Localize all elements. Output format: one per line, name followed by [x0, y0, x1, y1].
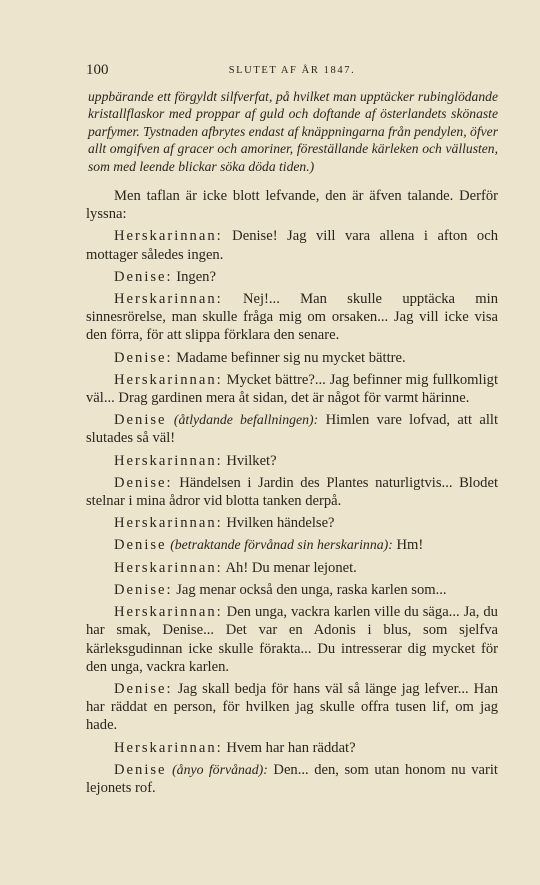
- dialogue-paragraph: [86, 603, 498, 676]
- page-body: [86, 88, 498, 797]
- page-number: 100: [86, 62, 109, 78]
- dialogue-paragraph: [86, 680, 498, 735]
- dialogue-paragraph: [86, 514, 498, 532]
- dialogue-paragraph: [86, 187, 498, 223]
- dialogue-paragraph: [86, 761, 498, 797]
- spoken-text: Händelsen i Jardin des Plantes naturligtvis... Blodet stelnar i mina ådror vid blotta tanken derpå.: [86, 474, 498, 510]
- speaker-name: Herskarinnan:: [114, 739, 223, 756]
- stage-note: (åtlydande befallningen):: [173, 412, 319, 428]
- dialogue-paragraph: [86, 268, 498, 286]
- page-header: [86, 62, 498, 82]
- spoken-text: Ingen?: [176, 268, 216, 285]
- spoken-text: Men taflan är icke blott lefvande, den är äfven talande. Derför lyssna:: [86, 188, 498, 223]
- speaker-name: Denise: [114, 761, 167, 778]
- dialogue-paragraph: [86, 227, 498, 263]
- spoken-text: Hvilket?: [226, 452, 277, 469]
- speaker-name: Herskarinnan:: [114, 452, 223, 469]
- spoken-text: Den unga, vackra karlen ville du säga... Ja, du har smak, Denise... Det var en Adonis i blus, som sjelfva kärleksgudinnan icke skulle förakta... Du intresserar dig mycket för den unga, vackra karlen.: [86, 604, 498, 675]
- dialogue-paragraph: [86, 290, 498, 345]
- spoken-text: Hvem har han räddat?: [226, 739, 356, 756]
- spoken-text: Jag skall bedja för hans väl så länge jag lefver... Han har räddat en person, för hvilken jag skulle offra tusen lif, om jag hade.: [86, 680, 498, 734]
- speaker-name: Denise: [114, 412, 167, 429]
- spoken-text: Nej!... Man skulle upptäcka min sinnesrörelse, man skulle fråga mig om orsaken... Jag vill icke visa den förra, för att slippa förklara den senare.: [86, 291, 498, 344]
- stage-note: (ånyo förvånad):: [172, 761, 268, 777]
- dialogue-paragraph: [86, 349, 498, 367]
- dialogue-paragraph: [86, 559, 498, 577]
- dialogue-paragraph: [86, 474, 498, 510]
- speaker-name: Denise:: [114, 474, 173, 491]
- stage-direction: uppbärande ett förgyldt silfverfat, på hvilket man upptäcker rubinglödande kristallflaskor med proppar af guld och doftande af österlandets skönaste parfymer. Tystnaden afbrytes endast af knäppningarna från pendylen, öfver allt omgifven af gracer och amoriner, föreställande kärleken och vällusten, som med leende blickar söka döda tiden.): [88, 89, 498, 174]
- dialogue-paragraph: [86, 452, 498, 470]
- dialogue: [86, 187, 498, 797]
- speaker-name: Herskarinnan:: [114, 515, 223, 532]
- speaker-name: Denise:: [114, 680, 173, 697]
- speaker-name: Denise:: [114, 268, 173, 285]
- dialogue-paragraph: [86, 371, 498, 407]
- speaker-name: Herskarinnan:: [114, 291, 223, 308]
- stage-note: (betraktande förvånad sin herskarinna):: [170, 537, 393, 553]
- spoken-text: Mycket bättre?... Jag befinner mig fullkomligt väl... Drag gardinen mera åt sidan, det är något för varmt härinne.: [86, 371, 498, 407]
- dialogue-paragraph: [86, 536, 498, 554]
- running-title: SLUTET AF ÅR 1847.: [228, 65, 356, 76]
- spoken-text: Jag menar också den unga, raska karlen som...: [176, 581, 447, 598]
- speaker-name: Herskarinnan:: [114, 228, 223, 245]
- speaker-name: Herskarinnan:: [114, 371, 223, 388]
- spoken-text: Denise! Jag vill vara allena i afton och mottager således ingen.: [86, 228, 498, 263]
- spoken-text: Hm!: [396, 537, 424, 554]
- dialogue-paragraph: [86, 411, 498, 447]
- speaker-name: Denise:: [114, 581, 173, 598]
- spoken-text: Den... den, som utan honom nu varit lejonets rof.: [86, 761, 498, 796]
- speaker-name: Herskarinnan:: [114, 604, 223, 621]
- dialogue-paragraph: [86, 739, 498, 757]
- spoken-text: Hvilken händelse?: [226, 515, 335, 532]
- spoken-text: Himlen vare lofvad, att allt slutades så väl!: [86, 412, 498, 447]
- dialogue-paragraph: [86, 581, 498, 599]
- speaker-name: Denise: [114, 537, 167, 554]
- speaker-name: Herskarinnan:: [114, 559, 223, 576]
- spoken-text: Madame befinner sig nu mycket bättre.: [176, 349, 406, 366]
- speaker-name: Denise:: [114, 349, 173, 366]
- spoken-text: Ah! Du menar lejonet.: [225, 559, 357, 576]
